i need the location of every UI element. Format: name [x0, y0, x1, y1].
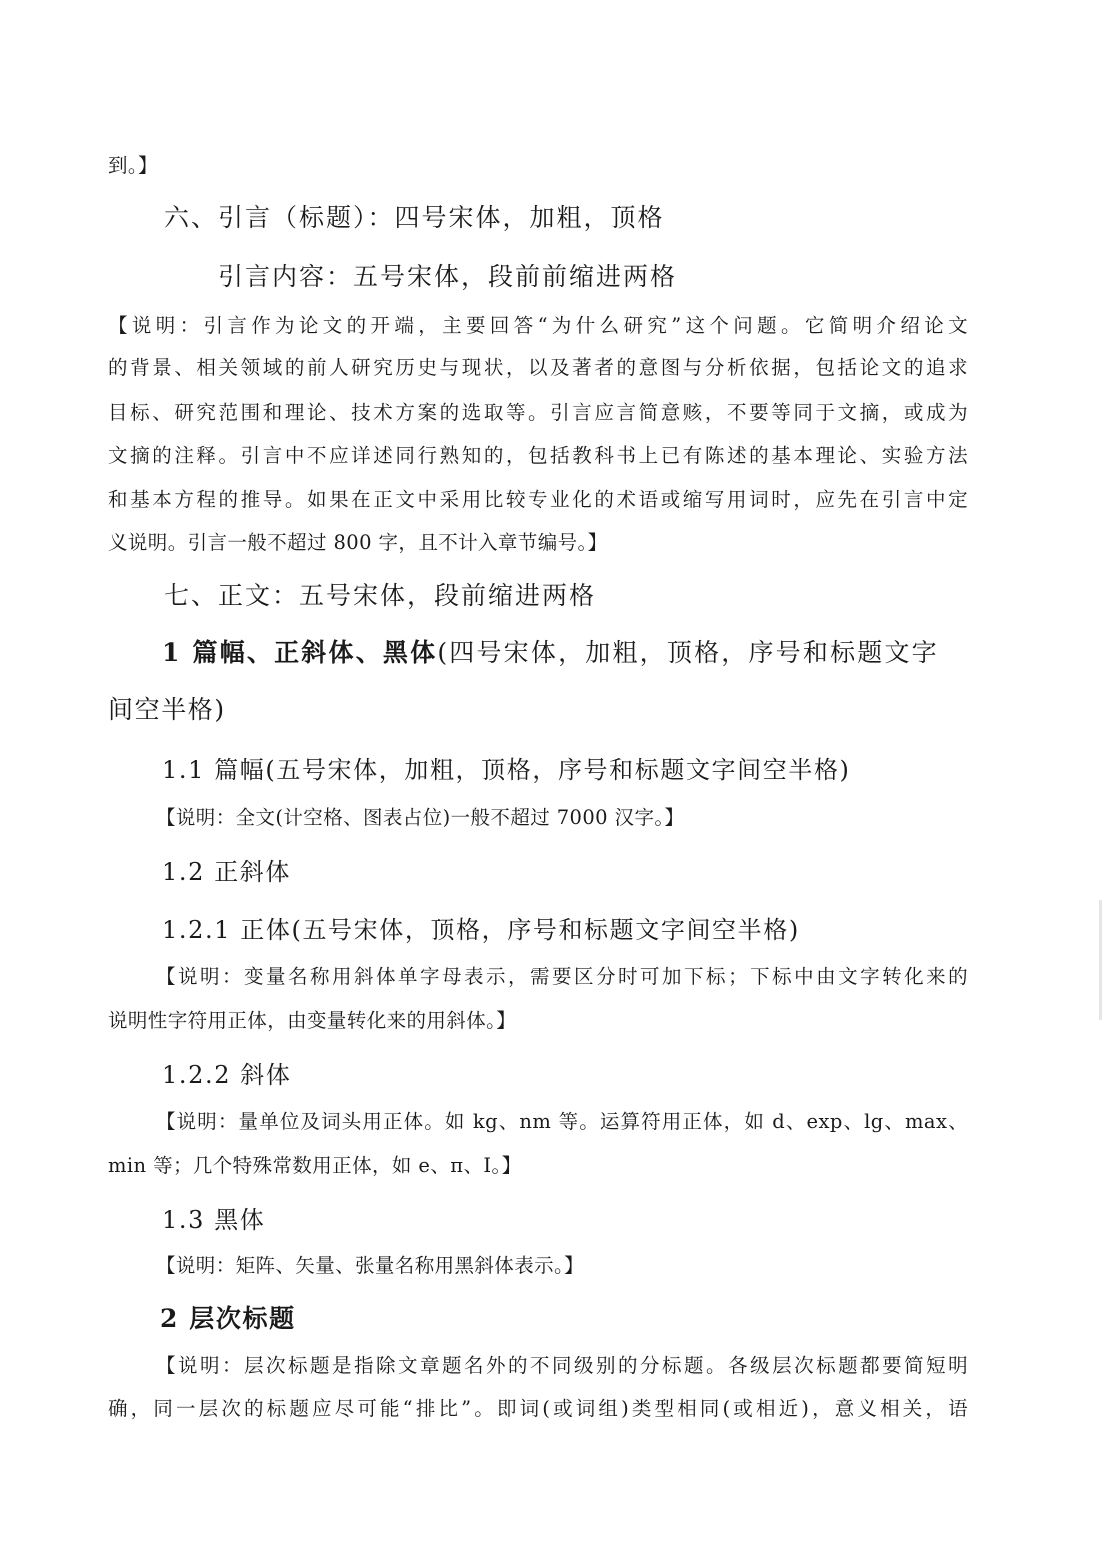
- text-line: 【说明：量单位及词头用正体。如 kg、nm 等。运算符用正体，如 d、exp、lg、max、: [156, 1110, 968, 1133]
- text-line: 说明性字符用正体，由变量转化来的用斜体。】: [108, 1009, 517, 1032]
- text-line: 【说明：变量名称用斜体单字母表示，需要区分时可加下标；下标中由文字转化来的: [156, 965, 968, 988]
- heading-line: 1.1 篇幅(五号宋体，加粗，顶格，序号和标题文字间空半格): [162, 756, 851, 784]
- text-line: 的背景、相关领域的前人研究历史与现状，以及著者的意图与分析依据，包括论文的追求: [108, 356, 968, 379]
- text-line: 和基本方程的推导。如果在正文中采用比较专业化的术语或缩写用词时，应先在引言中定: [108, 488, 968, 511]
- heading-line: 1.3 黑体: [162, 1206, 266, 1234]
- text-line: 确，同一层次的标题应尽可能“排比”。即词(或词组)类型相同(或相近)，意义相关，语: [108, 1397, 968, 1420]
- text-line: 【说明：引言作为论文的开端，主要回答“为什么研究”这个问题。它简明介绍论文: [108, 314, 968, 337]
- section-heading: 七、正文：五号宋体，段前缩进两格: [164, 581, 597, 610]
- heading-line: 1.2 正斜体: [162, 858, 291, 886]
- heading-bold-part: 1 篇幅、正斜体、黑体: [162, 638, 438, 667]
- text-line: 目标、研究范围和理论、技术方案的选取等。引言应言简意赅，不要等同于文摘，或成为: [108, 401, 968, 424]
- text-line: 文摘的注释。引言中不应详述同行熟知的，包括教科书上已有陈述的基本理论、实验方法: [108, 444, 968, 467]
- heading-line: 2 层次标题: [160, 1304, 296, 1333]
- heading-line: 1.2.1 正体(五号宋体，顶格，序号和标题文字间空半格): [162, 916, 800, 944]
- heading-line: 1.2.2 斜体: [162, 1061, 292, 1089]
- subheading: 引言内容：五号宋体，段前前缩进两格: [218, 262, 678, 291]
- heading-line: [162, 633, 939, 669]
- heading-rest-part: (四号宋体，加粗，顶格，序号和标题文字: [437, 638, 939, 667]
- text-line: 义说明。引言一般不超过 800 字，且不计入章节编号。】: [108, 531, 608, 554]
- text-line: 到。】: [108, 154, 158, 177]
- heading-line: 间空半格): [108, 695, 226, 724]
- text-line: 【说明：矩阵、矢量、张量名称用黑斜体表示。】: [156, 1254, 585, 1277]
- section-heading: 六、引言（标题）：四号宋体，加粗，顶格: [164, 203, 665, 232]
- text-line: min 等；几个特殊常数用正体，如 e、π、I。】: [108, 1154, 522, 1177]
- text-line: 【说明：全文(计空格、图表占位)一般不超过 7000 汉字。】: [156, 806, 685, 829]
- text-line: 【说明：层次标题是指除文章题名外的不同级别的分标题。各级层次标题都要简短明: [156, 1354, 968, 1377]
